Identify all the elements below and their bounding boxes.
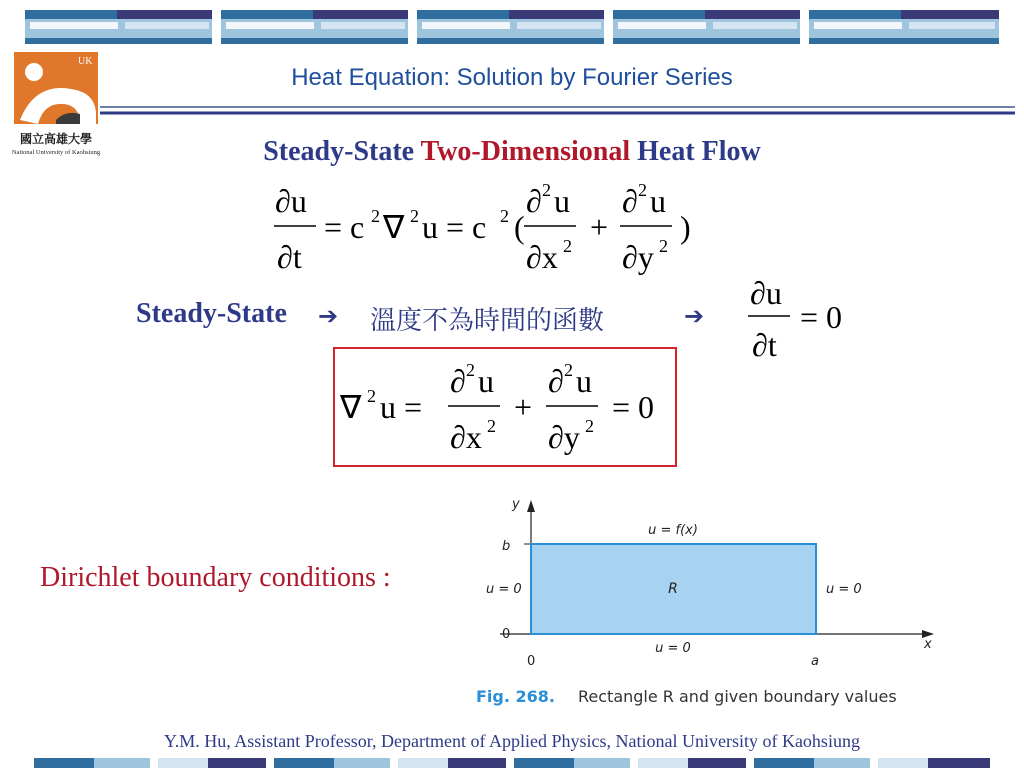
bottom-boundary-label: u = 0 — [655, 641, 691, 656]
top-boundary-label: u = f(x) — [648, 523, 698, 538]
y-axis-label: y — [512, 497, 520, 512]
svg-text:+: + — [590, 209, 609, 245]
boundary-figure — [470, 492, 960, 712]
footer-credit: Y.M. Hu, Assistant Professor, Department of Applied Physics, National University of Kaohsiung — [164, 731, 860, 751]
x-axis-label: x — [924, 637, 932, 652]
svg-text:2: 2 — [487, 416, 496, 436]
svg-text:u: u — [576, 363, 592, 399]
logo-badge: UK — [78, 56, 93, 67]
svg-text:u: u — [478, 363, 494, 399]
steady-state-label: Steady-State — [136, 298, 287, 329]
svg-text:∂: ∂ — [548, 363, 564, 399]
svg-text:∂y: ∂y — [548, 419, 580, 455]
svg-text:∇: ∇ — [340, 389, 362, 425]
svg-text:u: u — [554, 183, 570, 219]
svg-text:2: 2 — [371, 206, 380, 226]
svg-text:2: 2 — [563, 236, 572, 256]
dirichlet-label: Dirichlet boundary conditions : — [40, 562, 391, 593]
svg-text:2: 2 — [638, 180, 647, 200]
svg-text:∂t: ∂t — [752, 327, 777, 363]
svg-text:∂x: ∂x — [526, 239, 558, 275]
svg-text:2: 2 — [367, 386, 376, 406]
svg-text:2: 2 — [659, 236, 668, 256]
figure-caption: Rectangle R and given boundary values — [578, 687, 897, 706]
slide-title: Heat Equation: Solution by Fourier Series — [291, 64, 733, 91]
y-arrow-icon — [527, 500, 535, 512]
heat-equation-2d — [270, 174, 730, 278]
svg-text:2: 2 — [585, 416, 594, 436]
svg-text:= 0: = 0 — [612, 389, 655, 425]
svg-text:2: 2 — [564, 360, 573, 380]
title-rule — [100, 104, 1015, 118]
svg-text:= c: = c — [324, 209, 365, 245]
logo-name-en: National University of Kaohsiung — [11, 149, 101, 156]
left-boundary-label: u = 0 — [486, 582, 522, 597]
right-arrow-icon: ➔ — [684, 302, 705, 330]
svg-text:+: + — [514, 389, 533, 425]
svg-text:u: u — [650, 183, 666, 219]
svg-text:∂u: ∂u — [275, 183, 307, 219]
svg-text:∂x: ∂x — [450, 419, 482, 455]
laplace-equation — [336, 354, 674, 462]
top-banner — [0, 0, 1024, 48]
bottom-banner — [0, 756, 1024, 768]
heading-part1: Steady-State — [263, 136, 421, 167]
svg-text:= 0: = 0 — [800, 299, 843, 335]
svg-text:∇: ∇ — [383, 209, 405, 245]
right-arrow-icon: ➔ — [318, 302, 339, 330]
svg-text:∂: ∂ — [450, 363, 466, 399]
svg-text:∂: ∂ — [622, 183, 638, 219]
svg-text:∂: ∂ — [526, 183, 542, 219]
svg-text:2: 2 — [410, 206, 419, 226]
svg-text:u = c: u = c — [422, 209, 487, 245]
section-heading — [0, 136, 1024, 168]
region-label: R — [668, 581, 678, 597]
svg-text:∂u: ∂u — [750, 275, 782, 311]
zero-x-label: 0 — [527, 654, 536, 669]
b-label: b — [502, 539, 511, 554]
svg-text:∂t: ∂t — [277, 239, 302, 275]
svg-text:∂y: ∂y — [622, 239, 654, 275]
right-boundary-label: u = 0 — [826, 582, 862, 597]
steady-state-text: 溫度不為時間的函數 — [370, 306, 605, 335]
svg-text:): ) — [680, 209, 691, 245]
time-derivative-zero — [744, 270, 864, 366]
heading-part3: Heat Flow — [630, 136, 761, 167]
a-label: a — [811, 654, 819, 669]
svg-text:2: 2 — [500, 206, 509, 226]
heading-part2: Two-Dimensional — [420, 136, 631, 167]
svg-text:2: 2 — [466, 360, 475, 380]
svg-text:(: ( — [514, 209, 525, 245]
zero-y-label: 0 — [502, 627, 511, 642]
svg-text:2: 2 — [542, 180, 551, 200]
logo-name-zh: 國立高雄大學 — [19, 132, 93, 146]
svg-text:u =: u = — [380, 389, 423, 425]
figure-number: Fig. 268. — [476, 687, 555, 706]
